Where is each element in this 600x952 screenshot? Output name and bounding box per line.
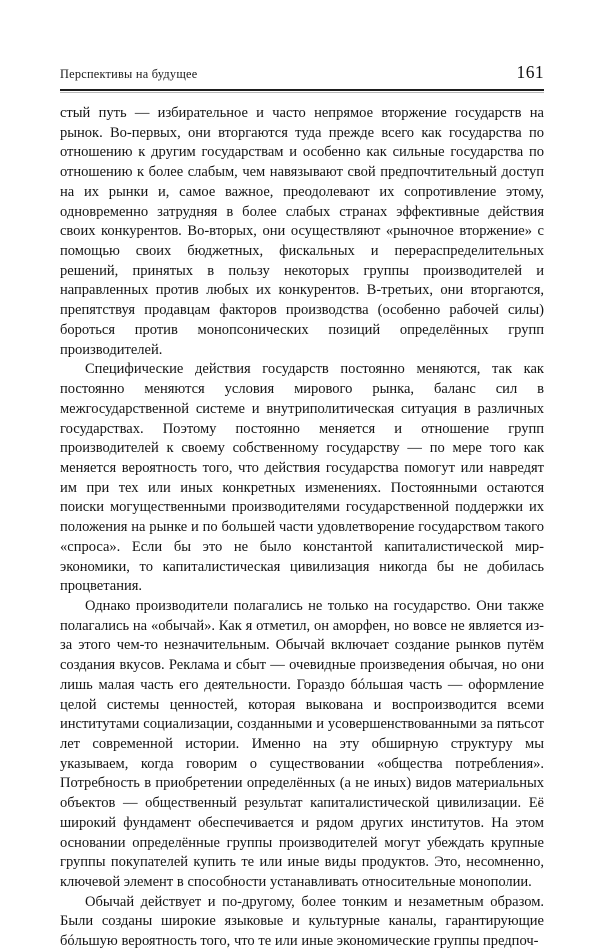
page-number: 161 [516,62,544,82]
header-divider-rule-shadow [60,92,544,93]
body-text-block [60,104,544,952]
running-header-title: Перспективы на будущее [60,67,198,81]
paragraph: Однако производители полагались не только на государство. Они также полагались на «обычай». Как я отметил, он аморфен, но вовсе не является из-за этого чем-то незначительным. Обычай включает создание рынков путём создания вкусов. Реклама и сбыт — очевидные произведения обычая, но они лишь малая часть его деятельности. Гораздо бóльшая часть — оформление целой системы ценностей, которая выкована и воспроизводится всеми институтами социализации, созданными и усовершенствованными за пятьсот лет современной истории. Именно на эту обширную структуру мы указываем, когда говорим о существовании «общества потребления». Потребность в приобретении определённых (а не иных) видов материальных объектов — общественный результат капиталистической цивилизации. Её широкий фундамент обеспечивается и рядом других институтов. На этом основании определённые группы производителей могут убеждать крупные группы покупателей купить те или иные виды продуктов. Это, несомненно, ключевой элемент в способности устанавливать относительные монополии. [60,597,544,891]
paragraph: Обычай действует и по-другому, более тонким и незаметным образом. Были созданы широкие языковые и культурные каналы, гарантирующие бóльшую вероятность того, что те или иные экономические группы предпоч- [60,893,544,950]
paragraph: стый путь — избирательное и часто непрямое вторжение государств на рынок. Во-первых, они вторгаются туда прежде всего как государства по отношению к другим государствам и особенно как сильные государства по отношению к более слабым, чем навязывают свой предпочтительный доступ на их рынки и, самое важное, преодолевают их сопротивление этому, одновременно затрудняя в более слабых странах эффективные действия своих конкурентов. Во-вторых, они осуществляют «рыночное вторжение» с помощью своих бюджетных, фискальных и перераспределительных решений, принятых в пользу некоторых группы производителей и направленных против любых их конкурентов. В-третьих, они вторгаются, препятствуя продавцам факторов производства (особенно рабочей силы) бороться против монопсонических позиций определённых групп производителей. [60,105,544,358]
running-header [60,62,544,86]
paragraph: Специфические действия государств постоянно меняются, так как постоянно меняются условия мирового рынка, баланс сил в межгосударственной системе и внутриполитическая ситуация в различных государствах. Поэтому постоянно меняется и отношение групп производителей к своему собственному государству — по мере того как меняется вероятность того, что действия государства помогут или навредят им при тех или иных конкретных изменениях. Постоянными остаются поиски могущественными производителями государственной поддержки их положения на рынке и по большей части удовлетворение государством такого «спроса». Если бы это не было константой капиталистической мир-экономики, то капиталистическая цивилизация никогда бы не добилась процветания. [60,361,544,595]
